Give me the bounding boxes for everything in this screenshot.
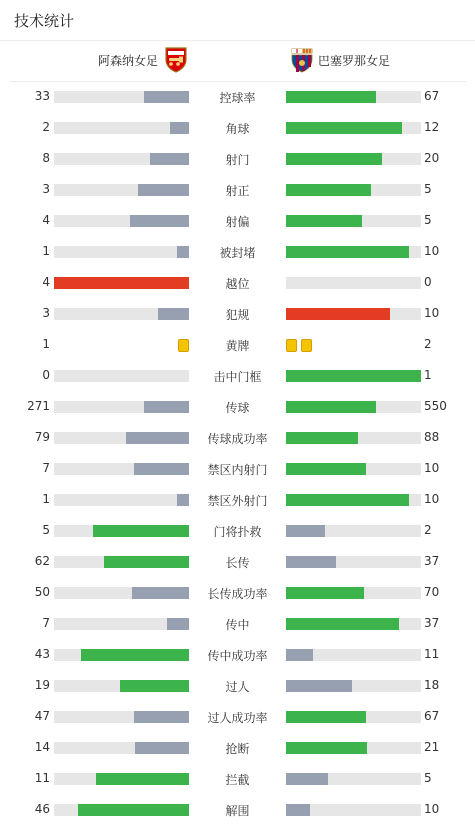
stat-label: 射正	[225, 184, 250, 198]
home-stat-bar	[132, 587, 189, 599]
stat-label: 角球	[225, 122, 250, 136]
away-stat-value: 10	[424, 492, 440, 506]
home-stat-value: 4	[42, 213, 50, 227]
stat-label: 过人成功率	[207, 711, 268, 725]
away-stat-bar	[286, 370, 421, 382]
away-stat-track	[286, 494, 421, 506]
away-stat-value: 10	[424, 461, 440, 475]
away-team-name: 巴塞罗那女足	[318, 53, 391, 68]
stat-row	[0, 361, 475, 392]
away-stat-track	[286, 370, 421, 382]
away-stat-value: 5	[424, 771, 432, 785]
away-stat-bar	[286, 618, 399, 630]
home-stat-track	[54, 773, 189, 785]
home-stat-track	[54, 463, 189, 475]
home-stat-bar	[130, 215, 189, 227]
away-stat-track	[286, 246, 421, 258]
away-stat-track	[286, 649, 421, 661]
stat-row	[0, 733, 475, 764]
stat-label: 长传成功率	[207, 587, 268, 601]
away-stat-track	[286, 804, 421, 816]
away-stat-track	[286, 711, 421, 723]
away-stat-track	[286, 587, 421, 599]
stat-row	[0, 330, 475, 361]
home-stat-value: 8	[42, 151, 50, 165]
away-yellow-cards	[286, 339, 312, 352]
home-stat-bar	[144, 91, 189, 103]
home-stat-track	[54, 494, 189, 506]
home-stat-track	[54, 277, 189, 289]
home-stat-value: 3	[42, 306, 50, 320]
home-stat-value: 271	[27, 399, 50, 413]
home-stat-bar	[134, 463, 189, 475]
home-stat-track	[54, 711, 189, 723]
home-stat-bar	[177, 494, 189, 506]
stat-row	[0, 423, 475, 454]
away-stat-track	[286, 401, 421, 413]
away-stat-track	[286, 91, 421, 103]
away-stat-value: 21	[424, 740, 440, 754]
home-stat-bar	[135, 742, 189, 754]
away-stat-bar	[286, 432, 358, 444]
away-stat-bar	[286, 804, 310, 816]
away-stat-bar	[286, 308, 390, 320]
away-stat-track	[286, 184, 421, 196]
stat-row	[0, 702, 475, 733]
home-stat-value: 1	[42, 492, 50, 506]
home-stat-bar	[177, 246, 189, 258]
home-stat-bar	[138, 184, 189, 196]
away-stat-bar	[286, 463, 366, 475]
stats-list	[0, 82, 475, 826]
home-stat-track	[54, 370, 189, 382]
stat-row	[0, 392, 475, 423]
away-stat-track	[286, 618, 421, 630]
home-stat-value: 43	[34, 647, 50, 661]
home-stat-value: 62	[34, 554, 50, 568]
away-team[interactable]	[290, 47, 390, 73]
away-stat-bar	[286, 215, 362, 227]
page-header	[0, 0, 475, 41]
away-stat-value: 2	[424, 337, 432, 351]
away-stat-value: 1	[424, 368, 432, 382]
home-stat-track	[54, 401, 189, 413]
home-stat-value: 3	[42, 182, 50, 196]
stat-row	[0, 640, 475, 671]
yellow-card-icon	[178, 339, 189, 352]
home-stat-track	[54, 122, 189, 134]
home-stat-value: 2	[42, 120, 50, 134]
home-stat-bar	[144, 401, 189, 413]
away-stat-track	[286, 215, 421, 227]
away-stat-value: 10	[424, 802, 440, 816]
away-stat-value: 0	[424, 275, 432, 289]
home-stat-value: 19	[34, 678, 50, 692]
home-stat-track	[54, 525, 189, 537]
arsenal-crest-icon	[164, 47, 188, 73]
away-stat-track	[286, 432, 421, 444]
stat-row	[0, 237, 475, 268]
home-stat-value: 79	[34, 430, 50, 444]
stat-row	[0, 175, 475, 206]
away-stat-value: 10	[424, 306, 440, 320]
away-stat-value: 550	[424, 399, 447, 413]
stat-label: 禁区外射门	[207, 494, 268, 508]
home-stat-value: 5	[42, 523, 50, 537]
away-stat-bar	[286, 649, 313, 661]
home-stat-track	[54, 587, 189, 599]
stat-row	[0, 113, 475, 144]
away-stat-value: 20	[424, 151, 440, 165]
home-stat-value: 1	[42, 244, 50, 258]
away-stat-value: 37	[424, 554, 440, 568]
stat-label: 控球率	[219, 91, 256, 105]
away-stat-value: 37	[424, 616, 440, 630]
home-team-name: 阿森纳女足	[97, 53, 158, 68]
stat-label: 被封堵	[219, 246, 256, 260]
home-stat-track	[54, 804, 189, 816]
home-yellow-cards	[178, 339, 189, 352]
away-stat-bar	[286, 401, 376, 413]
home-stat-bar	[96, 773, 189, 785]
away-stat-value: 12	[424, 120, 440, 134]
stat-label: 传中	[225, 618, 250, 632]
home-stat-track	[54, 91, 189, 103]
home-stat-value: 4	[42, 275, 50, 289]
away-stat-track	[286, 525, 421, 537]
away-stat-value: 10	[424, 244, 440, 258]
away-stat-track	[286, 277, 421, 289]
home-stat-bar	[158, 308, 189, 320]
away-stat-value: 11	[424, 647, 440, 661]
away-stat-bar	[286, 525, 325, 537]
home-stat-value: 0	[42, 368, 50, 382]
away-stat-bar	[286, 246, 409, 258]
home-stat-value: 47	[34, 709, 50, 723]
away-stat-track	[286, 556, 421, 568]
home-stat-bar	[93, 525, 189, 537]
away-stat-value: 70	[424, 585, 440, 599]
away-stat-track	[286, 680, 421, 692]
away-stat-value: 5	[424, 213, 432, 227]
stat-label: 越位	[225, 277, 250, 291]
away-stat-track	[286, 122, 421, 134]
away-stat-value: 18	[424, 678, 440, 692]
stat-row	[0, 578, 475, 609]
stat-row	[0, 485, 475, 516]
away-stat-bar	[286, 122, 402, 134]
home-stat-value: 50	[34, 585, 50, 599]
stat-label: 射门	[225, 153, 250, 167]
home-stat-value: 14	[34, 740, 50, 754]
stat-row	[0, 268, 475, 299]
away-stat-track	[286, 742, 421, 754]
home-stat-value: 33	[34, 89, 50, 103]
stat-row	[0, 299, 475, 330]
stat-row	[0, 764, 475, 795]
home-stat-track	[54, 432, 189, 444]
home-stat-track	[54, 246, 189, 258]
home-stat-value: 7	[42, 461, 50, 475]
yellow-card-icon	[286, 339, 297, 352]
home-stat-track	[54, 308, 189, 320]
home-team[interactable]	[98, 47, 188, 73]
home-stat-bar	[120, 680, 189, 692]
stat-row	[0, 206, 475, 237]
home-stat-bar	[167, 618, 189, 630]
away-stat-track	[286, 308, 421, 320]
home-stat-track	[54, 215, 189, 227]
stat-label: 黄牌	[225, 339, 250, 353]
stat-label: 抢断	[225, 742, 250, 756]
home-stat-bar	[81, 649, 189, 661]
home-stat-value: 1	[42, 337, 50, 351]
away-stat-value: 2	[424, 523, 432, 537]
away-stat-bar	[286, 556, 336, 568]
stat-row	[0, 144, 475, 175]
stat-row	[0, 82, 475, 113]
stat-row	[0, 795, 475, 826]
home-stat-track	[54, 556, 189, 568]
away-stat-bar	[286, 773, 328, 785]
away-stat-bar	[286, 711, 366, 723]
stat-row	[0, 516, 475, 547]
stat-label: 击中门框	[213, 370, 262, 384]
stat-label: 犯规	[225, 308, 250, 322]
stat-row	[0, 454, 475, 485]
stat-label: 禁区内射门	[207, 463, 268, 477]
yellow-card-icon	[301, 339, 312, 352]
away-stat-bar	[286, 494, 409, 506]
stat-label: 传球成功率	[207, 432, 268, 446]
home-stat-bar	[150, 153, 189, 165]
stat-label: 传中成功率	[207, 649, 268, 663]
teams-header	[10, 41, 466, 82]
stat-label: 门将扑救	[213, 525, 262, 539]
home-stat-value: 11	[34, 771, 50, 785]
home-stat-bar	[170, 122, 189, 134]
home-stat-bar	[126, 432, 189, 444]
away-stat-bar	[286, 587, 364, 599]
away-stat-value: 5	[424, 182, 432, 196]
away-stat-value: 88	[424, 430, 440, 444]
home-stat-value: 46	[34, 802, 50, 816]
stat-label: 长传	[225, 556, 250, 570]
stat-label: 射偏	[225, 215, 250, 229]
home-stat-track	[54, 649, 189, 661]
stat-row	[0, 547, 475, 578]
home-stat-bar	[78, 804, 189, 816]
home-stat-track	[54, 618, 189, 630]
away-stat-value: 67	[424, 89, 440, 103]
away-stat-bar	[286, 91, 376, 103]
stat-label: 拦截	[225, 773, 250, 787]
away-stat-bar	[286, 680, 352, 692]
away-stat-bar	[286, 153, 382, 165]
home-stat-bar	[134, 711, 189, 723]
stat-row	[0, 671, 475, 702]
page-title: 技术统计	[14, 12, 75, 30]
home-stat-bar	[104, 556, 189, 568]
home-stat-track	[54, 680, 189, 692]
away-stat-value: 67	[424, 709, 440, 723]
home-stat-track	[54, 184, 189, 196]
away-stat-track	[286, 153, 421, 165]
away-stat-bar	[286, 742, 367, 754]
away-stat-bar	[286, 184, 371, 196]
away-stat-track	[286, 773, 421, 785]
stat-label: 过人	[225, 680, 250, 694]
stat-row	[0, 609, 475, 640]
home-stat-value: 7	[42, 616, 50, 630]
stat-label: 传球	[225, 401, 250, 415]
barcelona-crest-icon	[290, 47, 314, 73]
stat-label: 解围	[225, 804, 250, 818]
away-stat-track	[286, 463, 421, 475]
home-stat-bar	[54, 277, 189, 289]
home-stat-track	[54, 153, 189, 165]
home-stat-track	[54, 742, 189, 754]
